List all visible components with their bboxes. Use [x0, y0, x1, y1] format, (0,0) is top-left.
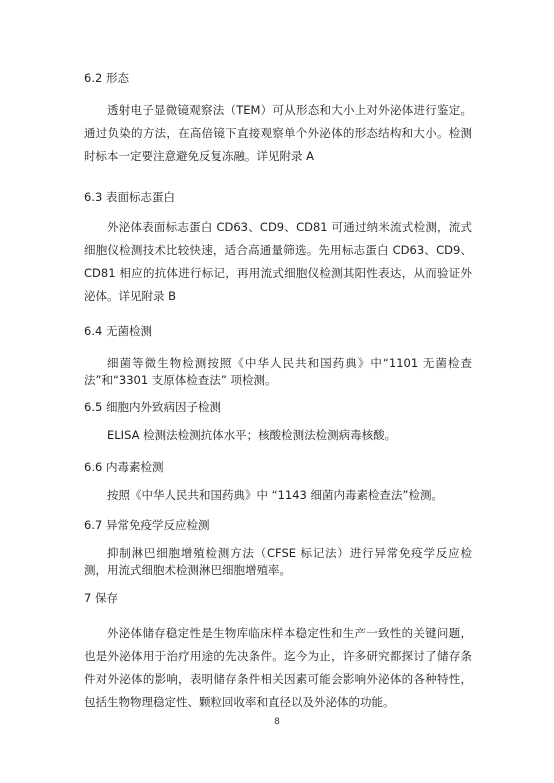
- section-paragraph-7: 外泌体储存稳定性是生物库临床样本稳定性和生产一致性的关键问题，也是外泌体用于治疗用途的先决条件。迄今为止，许多研究都探讨了储存条件对外泌体的影响，表明储存条件相关因素可能会影响外泌体的各种特性，包括生物物理稳定性、颗粒回收率和直径以及外泌体的功能。: [84, 626, 472, 709]
- section-heading-7: 7 保存: [84, 591, 118, 605]
- section-paragraph-6-6: 按照《中华人民共和国药典》中 “1143 细菌内毒素检查法”检测。: [107, 488, 443, 502]
- section-heading-6-4: 6.4 无菌检测: [84, 324, 152, 338]
- section-heading-6-2: 6.2 形态: [84, 71, 129, 85]
- page-number: 8: [274, 717, 280, 727]
- section-heading-6-3: 6.3 表面标志蛋白: [84, 190, 175, 204]
- section-paragraph-6-2: 透射电子显微镜观察法（TEM）可从形态和大小上对外泌体进行鉴定。通过负染的方法，在高倍镜下直接观察单个外泌体的形态结构和大小。检测时标本一定要注意避免反复冻融。详见附录 A: [84, 103, 472, 163]
- section-paragraph-6-4: 细菌等微生物检测按照《中华人民共和国药典》中“1101 无菌检查法”和“3301 支原体检查法” 项检测。: [84, 356, 472, 387]
- section-paragraph-6-7: 抑制淋巴细胞增殖检测方法（CFSE 标记法）进行异常免疫学反应检测，用流式细胞术检测淋巴细胞增殖率。: [84, 546, 472, 577]
- section-heading-6-6: 6.6 内毒素检测: [84, 460, 164, 474]
- section-heading-6-7: 6.7 异常免疫学反应检测: [84, 518, 210, 532]
- section-heading-6-5: 6.5 细胞内外致病因子检测: [84, 400, 221, 414]
- section-paragraph-6-3: 外泌体表面标志蛋白 CD63、CD9、CD81 可通过纳米流式检测，流式细胞仪检测技术比较快速，适合高通量筛选。先用标志蛋白 CD63、CD9、CD81 相应的抗体进行标记，再用流式细胞仪检测其阳性表达，从而验证外泌体。详见附录 B: [84, 220, 472, 303]
- section-paragraph-6-5: ELISA 检测法检测抗体水平；核酸检测法检测病毒核酸。: [107, 428, 397, 442]
